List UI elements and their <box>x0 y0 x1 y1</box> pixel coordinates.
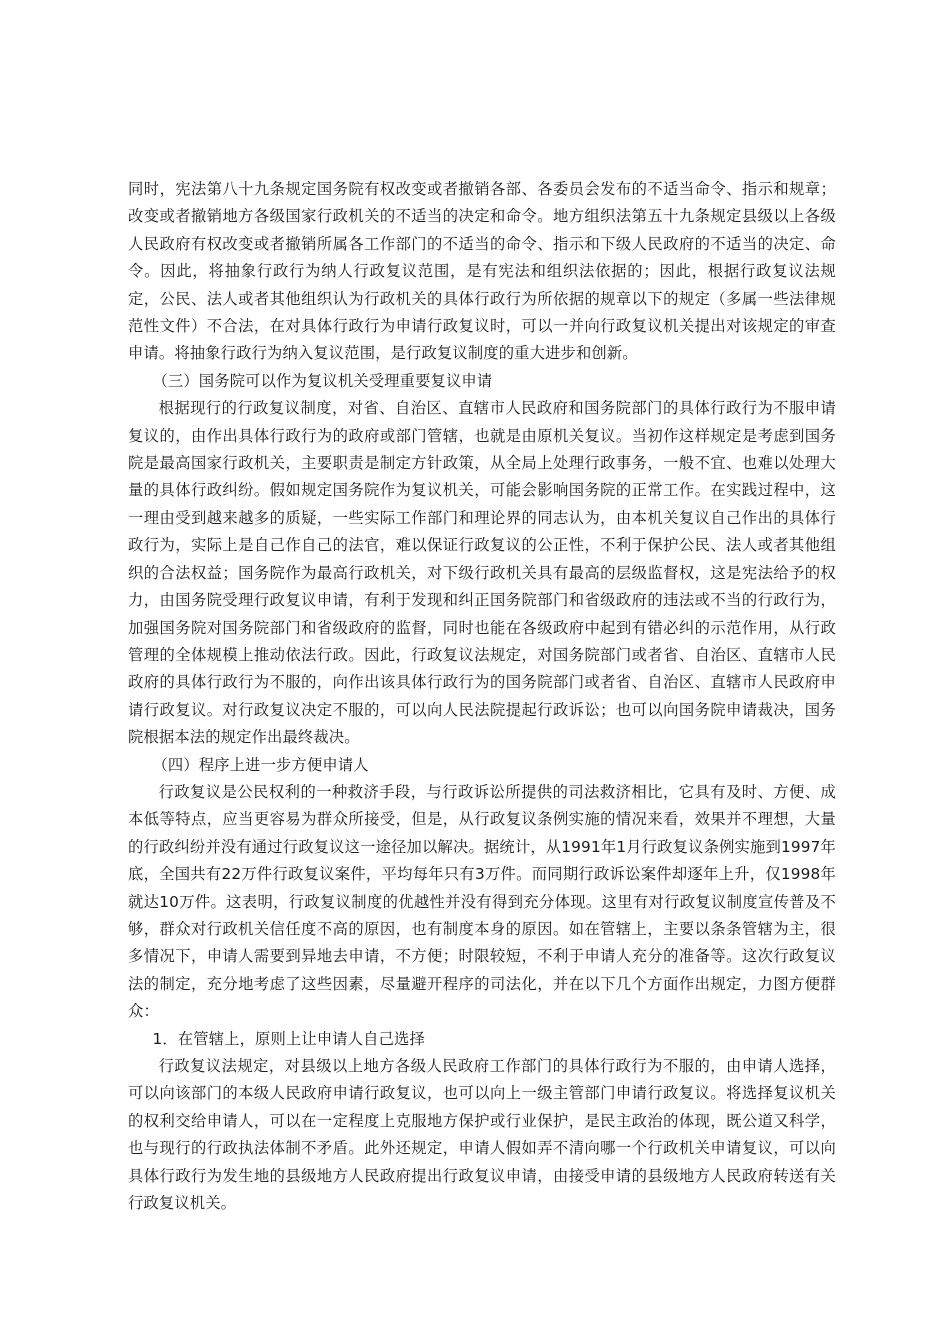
paragraph-state-council: 根据现行的行政复议制度，对省、自治区、直辖市人民政府和国务院部门的具体行政行为不服申请复议的，由作出具体行政行为的政府或部门管辖，也就是由原机关复议。当初作这样规定是考虑到国务院是最高国家行政机关，主要职责是制定方针政策，从全局上处理行政事务，一般不宜、也难以处理大量的具体行政纠纷。假如规定国务院作为复议机关，可能会影响国务院的正常工作。在实践过程中，这一理由受到越来越多的质疑，一些实际工作部门和理论界的同志认为，由本机关复议自己作出的具体行政行为，实际上是自己作自己的法官，难以保证行政复议的公正性，不利于保护公民、法人或者其他组织的合法权益；国务院作为最高行政机关，对下级行政机关具有最高的层级监督权，这是宪法给予的权力，由国务院受理行政复议申请，有利于发现和纠正国务院部门和省级政府的违法或不当的行政行为，加强国务院对国务院部门和省级政府的监督，同时也能在各级政府中起到有错必纠的示范作用，从行政管理的全体规模上推动依法行政。因此，行政复议法规定，对国务院部门或者省、自治区、直辖市人民政府的具体行政行为不服的，向作出该具体行政行为的国务院部门或者省、自治区、直辖市人民政府申请行政复议。对行政复议决定不服的，可以向人民法院提起行政诉讼；也可以向国务院申请裁决，国务院根据本法的规定作出最终裁决。 <box>128 399 836 747</box>
paragraph-constitution-basis: 同时，宪法第八十九条规定国务院有权改变或者撤销各部、各委员会发布的不适当命令、指示和规章；改变或者撤销地方各级国家行政机关的不适当的决定和命令。地方组织法第五十九条规定县级以上各级人民政府有权改变或者撤销所属各工作部门的不适当的命令、指示和下级人民政府的不适当的决定、命令。因此，将抽象行政行为纳人行政复议范围，是有宪法和组织法依据的；因此，根据行政复议法规定，公民、法人或者其他组织认为行政机关的具体行政行为所依据的规章以下的规定（多属一些法律规范性文件）不合法，在对具体行政行为申请行政复议时，可以一并向行政复议机关提出对该规定的审查申请。将抽象行政行为纳入复议范围，是行政复议制度的重大进步和创新。 <box>128 180 836 363</box>
section-heading-4: （四）程序上进一步方便申请人 <box>152 755 369 774</box>
subsection-heading-1: 1．在管辖上，原则上让申请人自己选择 <box>152 1029 425 1048</box>
paragraph-jurisdiction: 行政复议法规定，对县级以上地方各级人民政府工作部门的具体行政行为不服的，由申请人选择，可以向该部门的本级人民政府申请行政复议，也可以向上一级主管部门申请行政复议。将选择复议机关的权利交给申请人，可以在一定程度上克服地方保护或行业保护，是民主政治的体现，既公道又科学，也与现行的行政执法体制不矛盾。此外还规定，申请人假如弄不清向哪一个行政机关申请复议，可以向具体行政行为发生地的县级地方人民政府提出行政复议申请，由接受申请的县级地方人民政府转送有关行政复议机关。 <box>128 1057 836 1213</box>
document-body <box>128 176 836 1217</box>
section-heading-3: （三）国务院可以作为复议机关受理重要复议申请 <box>152 371 493 390</box>
paragraph-procedure: 行政复议是公民权利的一种救济手段，与行政诉讼所提供的司法救济相比，它具有及时、方便、成本低等特点，应当更容易为群众所接受，但是，从行政复议条例实施的情况来看，效果并不理想，大量的行政纠纷并没有通过行政复议这一途径加以解决。据统计，从1991年1月行政复议条例实施到1997年底，全国共有22万件行政复议案件，平均每年只有3万件。而同期行政诉讼案件却逐年上升，仅1998年就达10万件。这表明，行政复议制度的优越性并没有得到充分体现。这里有对行政复议制度宣传普及不够，群众对行政机关信任度不高的原因，也有制度本身的原因。如在管辖上，主要以条条管辖为主，很多情况下，申请人需要到异地去申请，不方便；时限较短，不利于申请人充分的准备等。这次行政复议法的制定，充分地考虑了这些因素，尽量避开程序的司法化，并在以下几个方面作出规定，力图方便群众： <box>128 782 836 1021</box>
